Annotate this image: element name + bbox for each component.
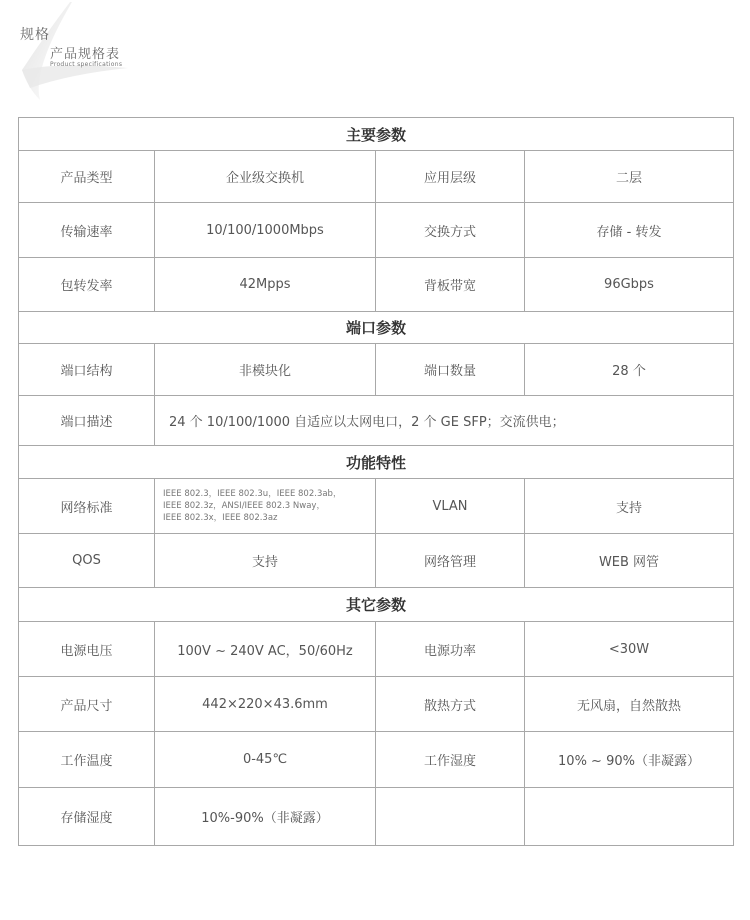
header-title-en: Product specifications	[50, 61, 123, 68]
spec-label: 包转发率	[19, 258, 155, 312]
table-row	[19, 534, 734, 588]
table-row	[19, 203, 734, 258]
spec-label: 网络管理	[376, 534, 525, 588]
spec-label: 产品尺寸	[19, 677, 155, 732]
spec-value: 企业级交换机	[155, 151, 376, 203]
spec-value: 28 个	[525, 344, 734, 396]
spec-value: 0-45℃	[155, 732, 376, 788]
spec-label: 端口描述	[19, 396, 155, 446]
table-row	[19, 479, 734, 534]
spec-label: 工作温度	[19, 732, 155, 788]
section-title: 端口参数	[19, 312, 734, 344]
spec-value: WEB 网管	[525, 534, 734, 588]
spec-label: 端口结构	[19, 344, 155, 396]
spec-value: 10/100/1000Mbps	[155, 203, 376, 258]
table-row	[19, 344, 734, 396]
table-row	[19, 151, 734, 203]
spec-value: 96Gbps	[525, 258, 734, 312]
header-title-cn: 产品规格表	[50, 47, 121, 62]
spec-table	[18, 117, 734, 846]
spec-value: 存储 - 转发	[525, 203, 734, 258]
spec-value: 支持	[525, 479, 734, 534]
spec-label: 散热方式	[376, 677, 525, 732]
spec-value: 100V ~ 240V AC，50/60Hz	[155, 622, 376, 677]
table-row	[19, 396, 734, 446]
network-std-line: IEEE 802.3，IEEE 802.3u，IEEE 802.3ab，	[163, 489, 342, 499]
spec-label: 背板带宽	[376, 258, 525, 312]
network-std-line: IEEE 802.3z，ANSI/IEEE 802.3 Nway，	[163, 501, 325, 511]
section-title: 其它参数	[19, 588, 734, 622]
section-title: 主要参数	[19, 118, 734, 151]
spec-label: 网络标准	[19, 479, 155, 534]
header-title-short: 规格	[20, 27, 50, 43]
spec-label: 端口数量	[376, 344, 525, 396]
spec-label: 电源电压	[19, 622, 155, 677]
spec-value: 非模块化	[155, 344, 376, 396]
spec-value-empty	[525, 788, 734, 846]
spec-label: 传输速率	[19, 203, 155, 258]
section-row-other	[19, 588, 734, 622]
spec-value: 24 个 10/100/1000 自适应以太网电口，2 个 GE SFP；交流供电；	[155, 396, 734, 446]
section-row-port	[19, 312, 734, 344]
section-row-main	[19, 118, 734, 151]
section-title: 功能特性	[19, 446, 734, 479]
page-header	[0, 0, 200, 110]
spec-value: 42Mpps	[155, 258, 376, 312]
spec-value: 支持	[155, 534, 376, 588]
spec-label: QOS	[19, 534, 155, 588]
network-std-line: IEEE 802.3x，IEEE 802.3az	[163, 513, 278, 523]
spec-label: 存储湿度	[19, 788, 155, 846]
section-row-feature	[19, 446, 734, 479]
table-row	[19, 732, 734, 788]
table-row	[19, 622, 734, 677]
table-row	[19, 677, 734, 732]
spec-label: 工作湿度	[376, 732, 525, 788]
spec-value: 10% ~ 90%（非凝露）	[525, 732, 734, 788]
spec-label: VLAN	[376, 479, 525, 534]
spec-value: 442×220×43.6mm	[155, 677, 376, 732]
spec-label: 产品类型	[19, 151, 155, 203]
spec-value: <30W	[525, 622, 734, 677]
spec-label-empty	[376, 788, 525, 846]
spec-value-multiline	[155, 479, 376, 534]
spec-value: 无风扇，自然散热	[525, 677, 734, 732]
spec-label: 交换方式	[376, 203, 525, 258]
spec-label: 电源功率	[376, 622, 525, 677]
spec-value: 10%-90%（非凝露）	[155, 788, 376, 846]
spec-label: 应用层级	[376, 151, 525, 203]
table-row	[19, 788, 734, 846]
spec-value: 二层	[525, 151, 734, 203]
table-row	[19, 258, 734, 312]
